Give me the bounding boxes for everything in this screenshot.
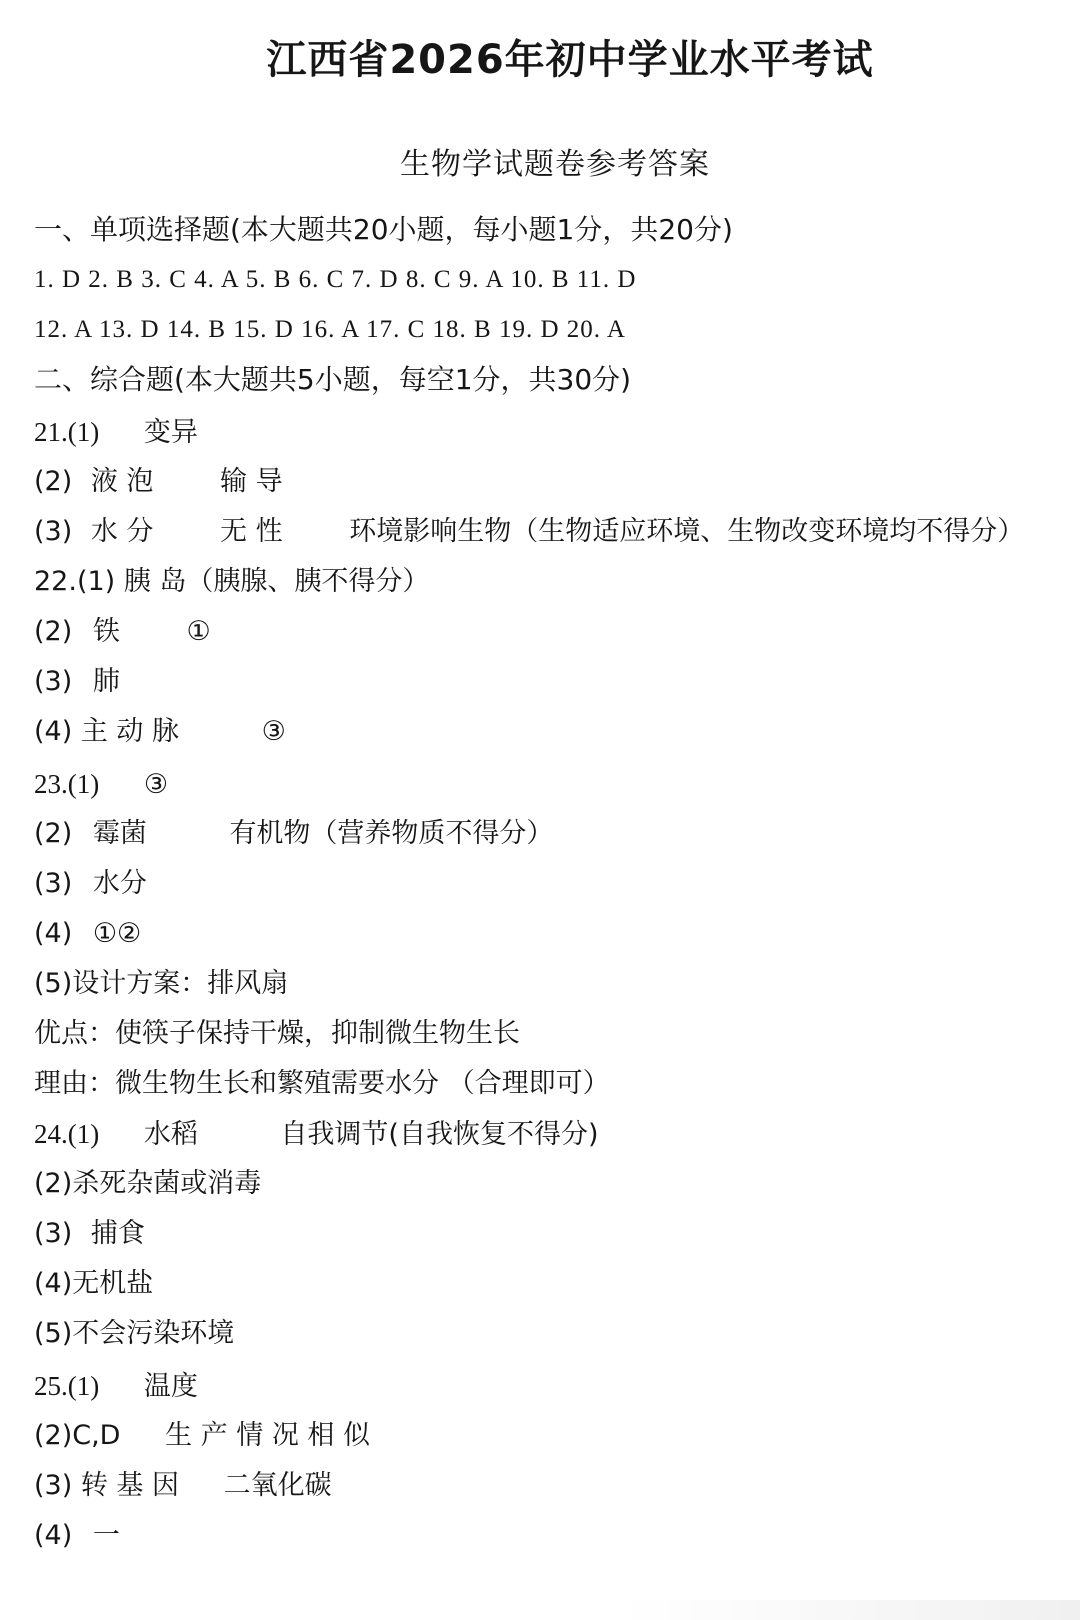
q22-part2-label: (2): [34, 616, 73, 647]
q25-part1-label: 25.(1): [34, 1371, 100, 1401]
q21-part3-answer-a: 水 分: [90, 516, 154, 547]
q23-reason: 理由：微生物生长和繁殖需要水分 （合理即可）: [34, 1068, 610, 1099]
q21-part3-answer-c: 环境影响生物（生物适应环境、生物改变环境均不得分）: [349, 516, 1025, 547]
q23-part3: [34, 866, 147, 902]
q25-part3: [34, 1468, 332, 1504]
q25-part3-label: (3): [34, 1470, 73, 1501]
q22-part3-label: (3): [34, 666, 73, 697]
q24-part3-answer: 捕食: [90, 1218, 145, 1249]
q22-part4-answer-a: 主 动 脉: [80, 716, 180, 747]
q23-advantage: 优点：使筷子保持干燥，抑制微生物生长: [34, 1018, 520, 1049]
q25-part4-label: (4): [34, 1520, 73, 1551]
q23-part3-label: (3): [34, 868, 73, 899]
q25-part3-answer-b: 二氧化碳: [223, 1470, 332, 1501]
q21-part1-label: 21.(1): [34, 417, 100, 447]
q24-part2: (2)杀死杂菌或消毒: [34, 1168, 262, 1199]
document-title: 江西省2026年初中学业水平考试: [266, 37, 874, 83]
q24-part5: (5)不会污染环境: [34, 1318, 235, 1349]
q23-part2-answer-b: 有机物（营养物质不得分）: [229, 818, 554, 849]
q23-part3-answer: 水分: [92, 868, 147, 899]
q23-part1-answer: ③: [143, 769, 169, 800]
q23-part4-answer: ①②: [92, 918, 142, 949]
q25-part3-answer-a: 转 基 因: [80, 1470, 180, 1501]
q22-part3-answer: 肺: [92, 666, 120, 697]
q23-part1: [34, 766, 168, 803]
q23-part4: [34, 916, 141, 952]
q23-part2-answer-a: 霉菌: [92, 818, 147, 849]
mc-answers-row2: 12. A 13. D 14. B 15. D 16. A 17. C 18. B 19. D 20. A: [34, 316, 626, 343]
q21-part2-answer-b: 输 导: [220, 466, 283, 497]
q24-part3: [34, 1216, 145, 1252]
mc-answers-row1: 1. D 2. B 3. C 4. A 5. B 6. C 7. D 8. C 9. A 10. B 11. D: [34, 266, 637, 293]
q22-part2-answer-b: ①: [186, 616, 211, 647]
q21-part2: [34, 464, 283, 500]
q23-part1-label: 23.(1): [34, 769, 100, 799]
q23-part2: [34, 816, 553, 852]
q24-part3-label: (3): [34, 1218, 73, 1249]
q21-part1-answer: 变异: [143, 417, 198, 448]
q22-part1-answer: 胰 岛（胰腺、胰不得分）: [123, 566, 430, 597]
q22-part3: [34, 664, 120, 700]
q25-part4-answer: 一: [92, 1520, 120, 1551]
q22-part1: [34, 564, 429, 600]
q23-part2-label: (2): [34, 818, 73, 849]
q25-part2-label: (2)C,D: [34, 1420, 121, 1451]
q24-part4: (4)无机盐: [34, 1268, 154, 1299]
q25-part1: [34, 1368, 198, 1405]
section1-heading: 一、单项选择题(本大题共20小题，每小题1分，共20分): [34, 213, 733, 246]
q24-part1-answer-b: 自我调节(自我恢复不得分): [280, 1119, 599, 1150]
q22-part2: [34, 614, 211, 650]
q21-part3-label: (3): [34, 516, 73, 547]
q21-part3: [34, 514, 1024, 550]
q24-part1: [34, 1116, 599, 1153]
page-edge-shadow: [620, 1600, 1080, 1620]
q25-part2-answer: 生 产 情 况 相 似: [165, 1420, 370, 1451]
q21-part2-label: (2): [34, 466, 73, 497]
q21-part1: [34, 414, 198, 451]
q25-part2: [34, 1418, 370, 1454]
q21-part3-answer-b: 无 性: [220, 516, 283, 547]
q22-part2-answer-a: 铁: [92, 616, 120, 647]
q25-part4: [34, 1518, 120, 1554]
section2-heading: 二、综合题(本大题共5小题，每空1分，共30分): [34, 363, 632, 396]
q23-part5: (5)设计方案：排风扇: [34, 968, 289, 999]
q25-part1-answer: 温度: [143, 1371, 198, 1402]
q24-part1-answer-a: 水稻: [143, 1119, 198, 1150]
q22-part4: [34, 714, 286, 750]
q22-part4-label: (4): [34, 716, 73, 747]
document-subtitle: 生物学试题卷参考答案: [400, 147, 710, 182]
q22-part1-label: 22.(1): [34, 566, 116, 597]
q24-part1-label: 24.(1): [34, 1119, 100, 1149]
q21-part2-answer-a: 液 泡: [90, 466, 154, 497]
q23-part4-label: (4): [34, 918, 73, 949]
q22-part4-answer-b: ③: [261, 716, 286, 747]
